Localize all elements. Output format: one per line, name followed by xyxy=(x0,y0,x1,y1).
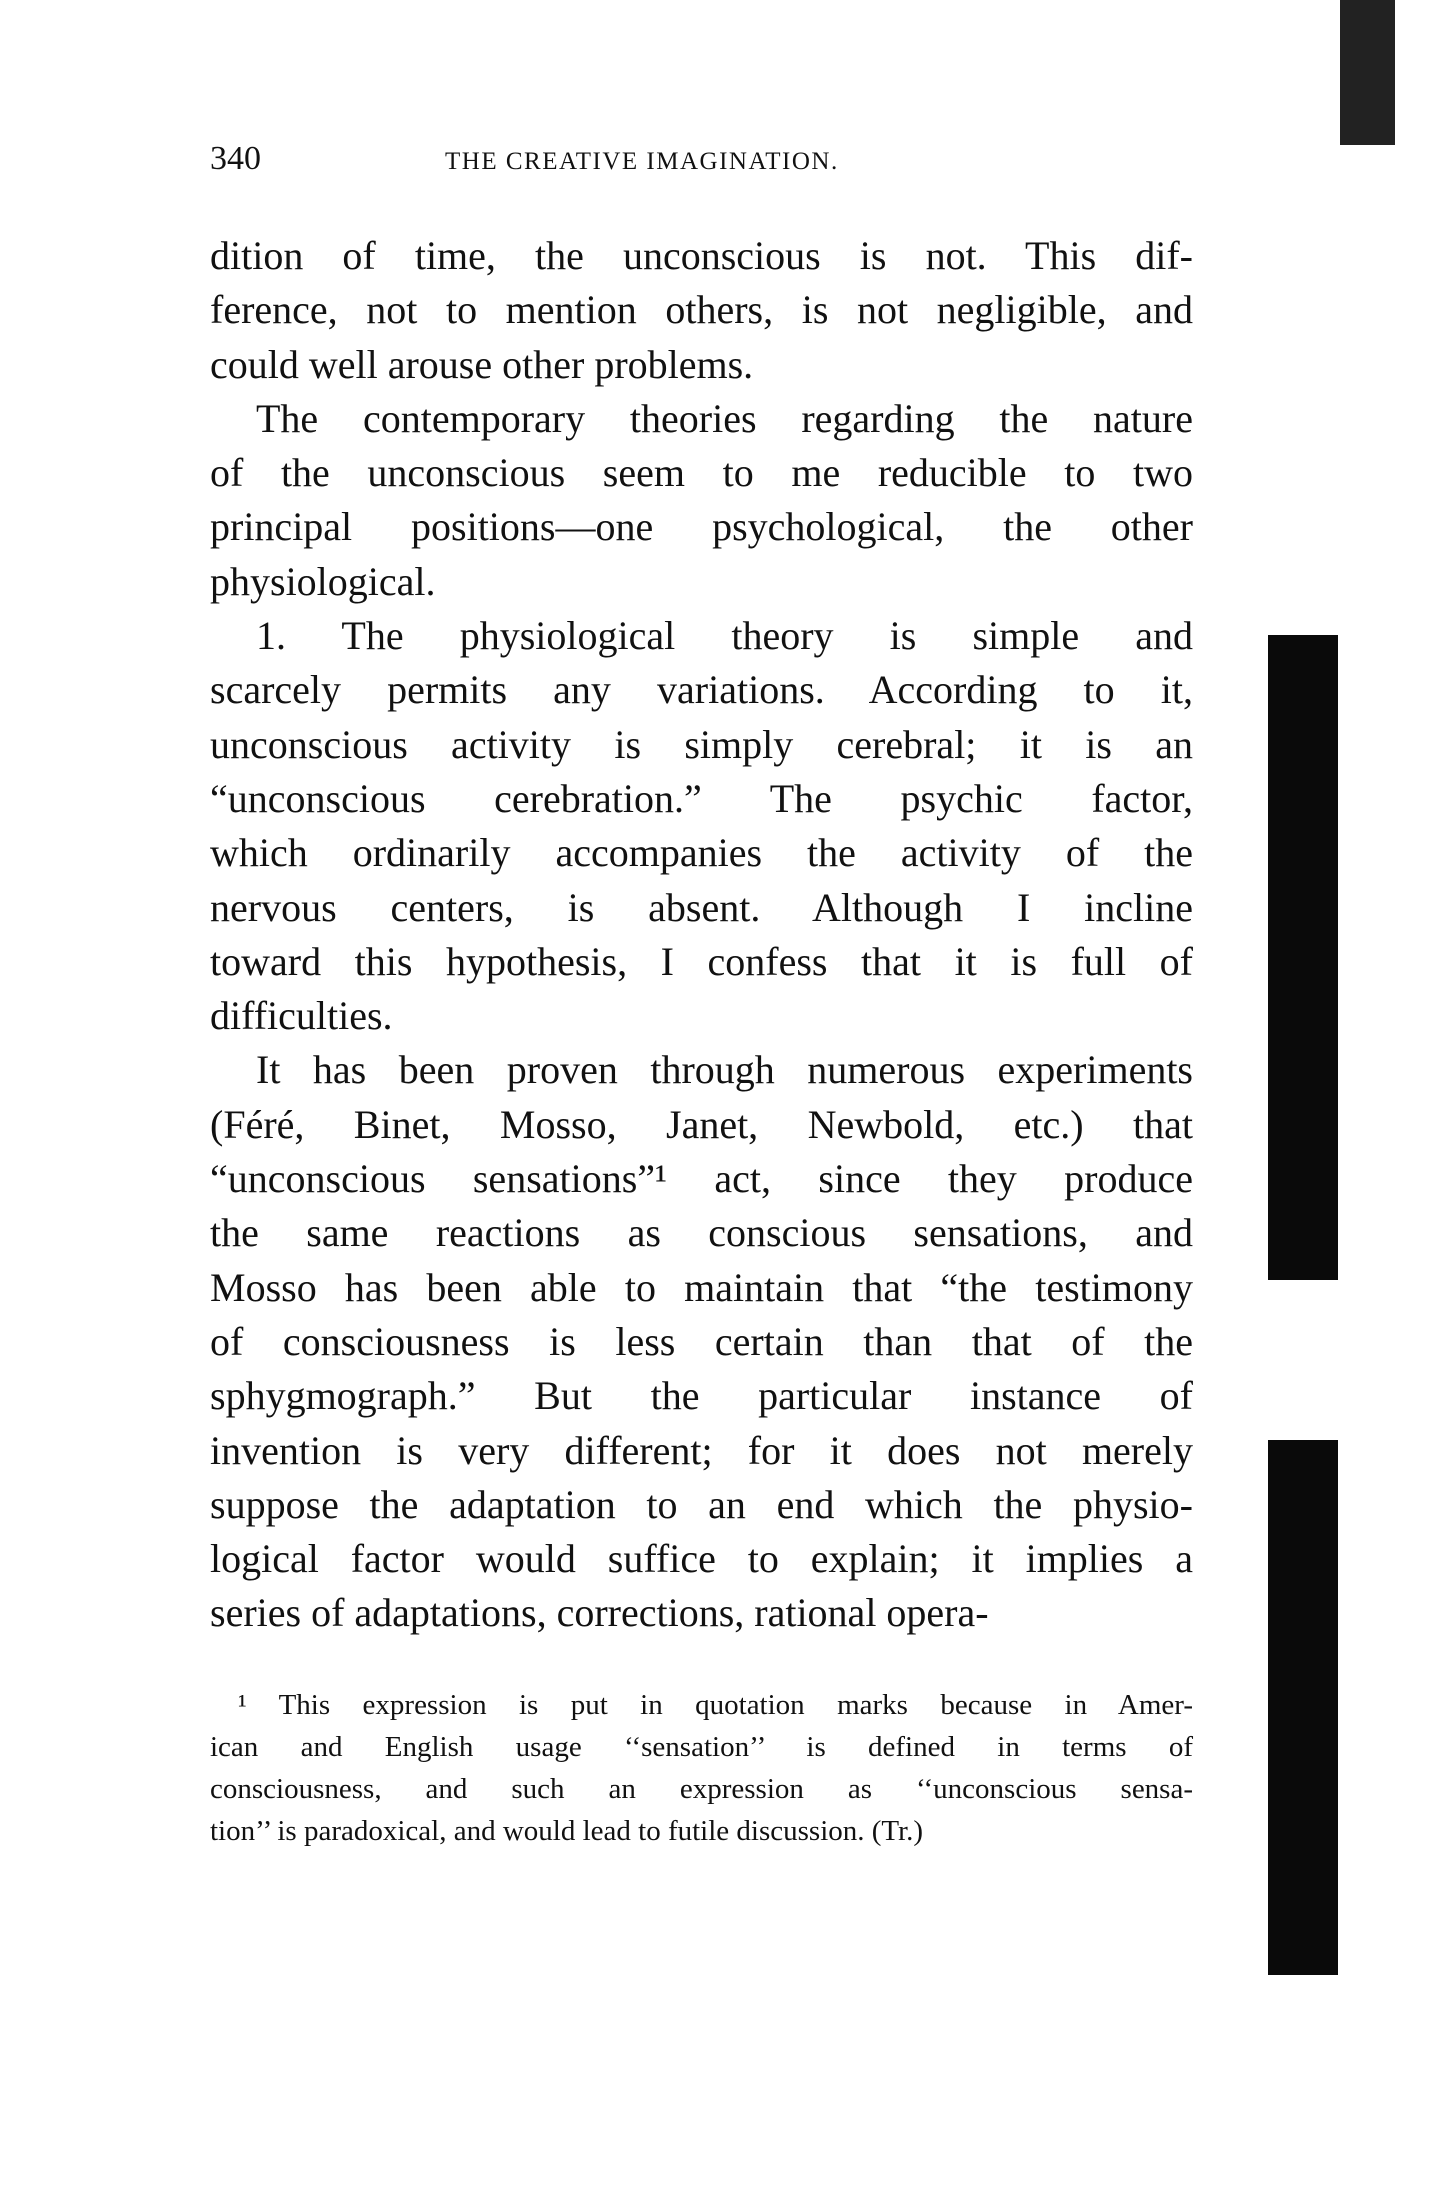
scan-edge-mark-top xyxy=(1340,0,1395,145)
text-line: invention is very different; for it does not merely xyxy=(210,1427,1193,1473)
text-line: “unconscious cerebration.” The psychic factor, xyxy=(210,775,1193,821)
scan-edge-mark-middle xyxy=(1268,635,1338,1280)
footnote-line: ¹ This expression is put in quotation marks because in Amer- xyxy=(238,1689,1193,1721)
footnote-line: ican and English usage ‘‘sensation’’ is defined in terms of xyxy=(210,1731,1193,1763)
text-line: of the unconscious seem to me reducible to two xyxy=(210,450,1193,496)
text-line: The contemporary theories regarding the nature xyxy=(256,395,1193,441)
text-line: difficulties. xyxy=(210,993,393,1039)
scan-edge-mark-bottom xyxy=(1268,1440,1338,1975)
text-line: series of adaptations, corrections, rational opera- xyxy=(210,1590,989,1636)
body-text xyxy=(210,229,1193,1641)
paragraph xyxy=(210,609,1193,1043)
paragraph xyxy=(210,392,1193,609)
running-header xyxy=(210,140,1193,184)
text-line: Mosso has been able to maintain that “the testimony xyxy=(210,1264,1193,1310)
footnote-line: tion’’ is paradoxical, and would lead to futile discussion. (Tr.) xyxy=(210,1815,924,1847)
text-line: nervous centers, is absent. Although I incline xyxy=(210,884,1193,930)
text-line: principal positions—one psychological, the other xyxy=(210,504,1193,550)
text-line: scarcely permits any variations. According to it, xyxy=(210,667,1193,713)
text-line: suppose the adaptation to an end which the physio- xyxy=(210,1481,1193,1527)
text-line: which ordinarily accompanies the activity of the xyxy=(210,830,1193,876)
text-line: could well arouse other problems. xyxy=(210,341,754,387)
footnote-line: consciousness, and such an expression as ‘‘unconscious sensa- xyxy=(210,1773,1193,1805)
text-line: logical factor would suffice to explain; it implies a xyxy=(210,1536,1193,1582)
text-line: (Féré, Binet, Mosso, Janet, Newbold, etc.) that xyxy=(210,1101,1193,1147)
text-line: “unconscious sensations”¹ act, since they produce xyxy=(210,1156,1193,1202)
text-line: 1. The physiological theory is simple and xyxy=(256,613,1193,659)
paragraph xyxy=(210,229,1193,392)
text-line: It has been proven through numerous experiments xyxy=(256,1047,1193,1093)
text-line: the same reactions as conscious sensations, and xyxy=(210,1210,1193,1256)
text-line: physiological. xyxy=(210,558,436,604)
text-line: sphygmograph.” But the particular instance of xyxy=(210,1373,1193,1419)
text-line: ference, not to mention others, is not negligible, and xyxy=(210,287,1193,333)
footnote xyxy=(210,1684,1193,1852)
text-line: of consciousness is less certain than that of the xyxy=(210,1318,1193,1364)
running-title: THE CREATIVE IMAGINATION. xyxy=(445,148,839,175)
text-line: dition of time, the unconscious is not. This dif- xyxy=(210,233,1193,278)
text-line: unconscious activity is simply cerebral; it is an xyxy=(210,721,1193,767)
paragraph xyxy=(210,1043,1193,1640)
text-line: toward this hypothesis, I confess that it is full of xyxy=(210,938,1193,984)
page-number: 340 xyxy=(210,140,261,177)
